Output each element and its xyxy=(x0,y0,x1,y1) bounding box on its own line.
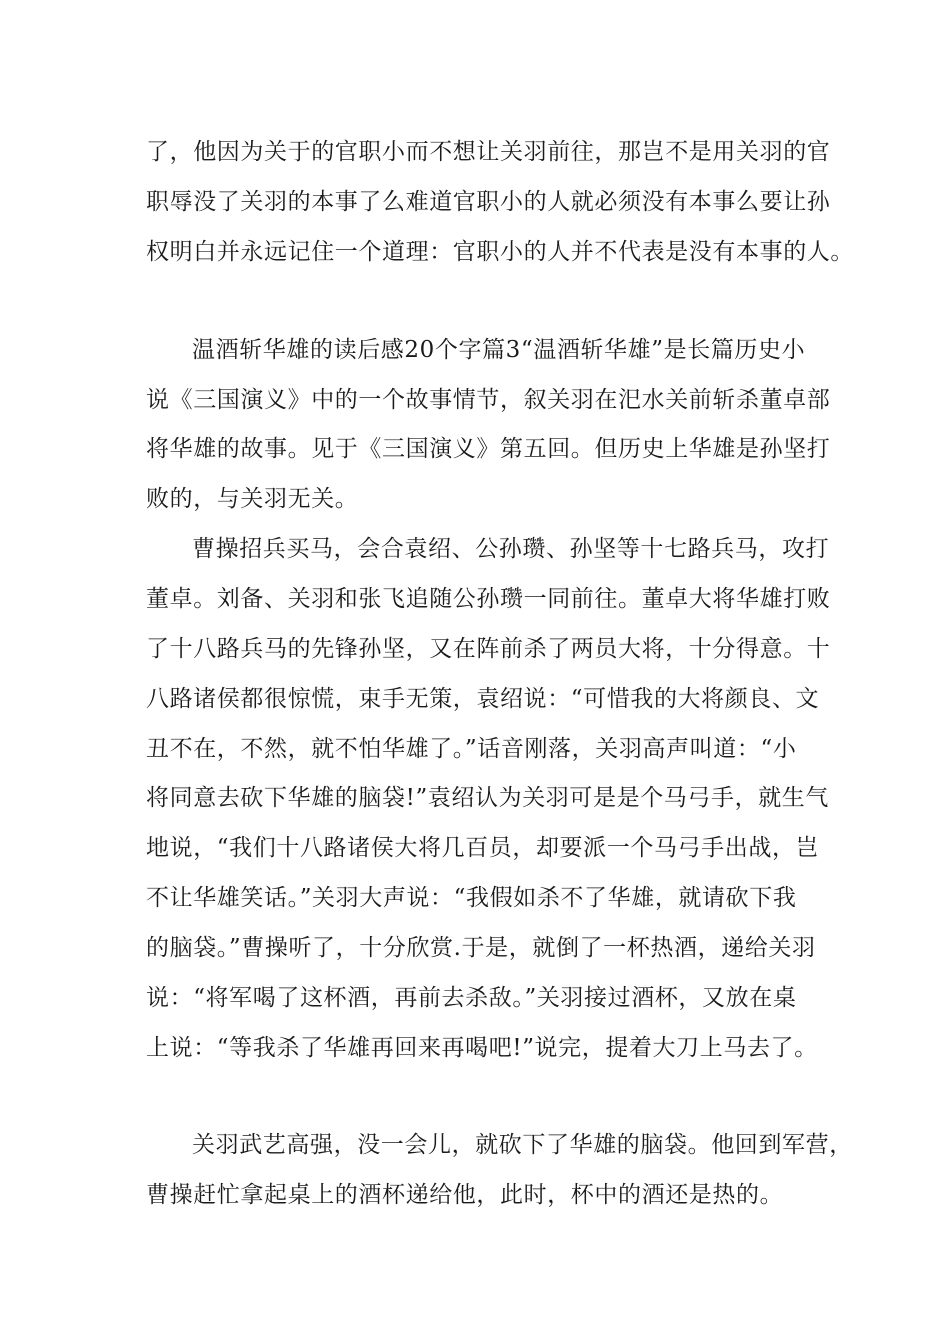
text-line: 权明白并永远记住一个道理：官职小的人并不代表是没有本事的人。 xyxy=(146,239,854,265)
text-line: 关羽武艺高强，没一会儿，就砍下了华雄的脑袋。他回到军营， xyxy=(192,1132,853,1158)
text-line: 了十八路兵马的先锋孙坚，又在阵前杀了两员大将，十分得意。十 xyxy=(146,636,831,662)
text-line: 的脑袋。”曹操听了，十分欣赏.于是，就倒了一杯热酒，递给关羽 xyxy=(146,935,816,961)
text-line: 职辱没了关羽的本事了么难道官职小的人就必须没有本事么要让孙 xyxy=(146,189,831,215)
text-line: 不让华雄笑话。”关羽大声说：“我假如杀不了华雄，就请砍下我 xyxy=(146,885,797,911)
text-line: 败的，与关羽无关。 xyxy=(146,486,359,512)
text-line: 曹操招兵买马，会合袁绍、公孙瓒、孙坚等十七路兵马，攻打 xyxy=(192,536,830,562)
text-line: 说《三国演义》中的一个故事情节，叙关羽在汜水关前斩杀董卓部 xyxy=(146,387,831,413)
text-line: 八路诸侯都很惊慌，束手无策，袁绍说：“可惜我的大将颜良、文 xyxy=(146,686,820,712)
text-line: 将同意去砍下华雄的脑袋!”袁绍认为关羽可是是个马弓手，就生气 xyxy=(146,785,830,811)
text-line: 地说，“我们十八路诸侯大将几百员，却要派一个马弓手出战，岂 xyxy=(146,835,820,861)
text-line: 董卓。刘备、关羽和张飞追随公孙瓒一同前往。董卓大将华雄打败 xyxy=(146,586,831,612)
text-line: 了，他因为关于的官职小而不想让关羽前往，那岂不是用关羽的官 xyxy=(146,139,831,165)
text-line: 上说：“等我杀了华雄再回来再喝吧!”说完，提着大刀上马去了。 xyxy=(146,1035,818,1061)
text-line: 曹操赶忙拿起桌上的酒杯递给他，此时，杯中的酒还是热的。 xyxy=(146,1182,784,1208)
text-line: 丑不在，不然，就不怕华雄了。”话音刚落，关羽高声叫道：“小 xyxy=(146,736,797,762)
text-line: 将华雄的故事。见于《三国演义》第五回。但历史上华雄是孙坚打 xyxy=(146,436,831,462)
text-line: 温酒斩华雄的读后感20个字篇3“温酒斩华雄”是长篇历史小 xyxy=(192,337,806,363)
text-line: 说：“将军喝了这杯酒，再前去杀敌。”关羽接过酒杯，又放在桌 xyxy=(146,985,797,1011)
